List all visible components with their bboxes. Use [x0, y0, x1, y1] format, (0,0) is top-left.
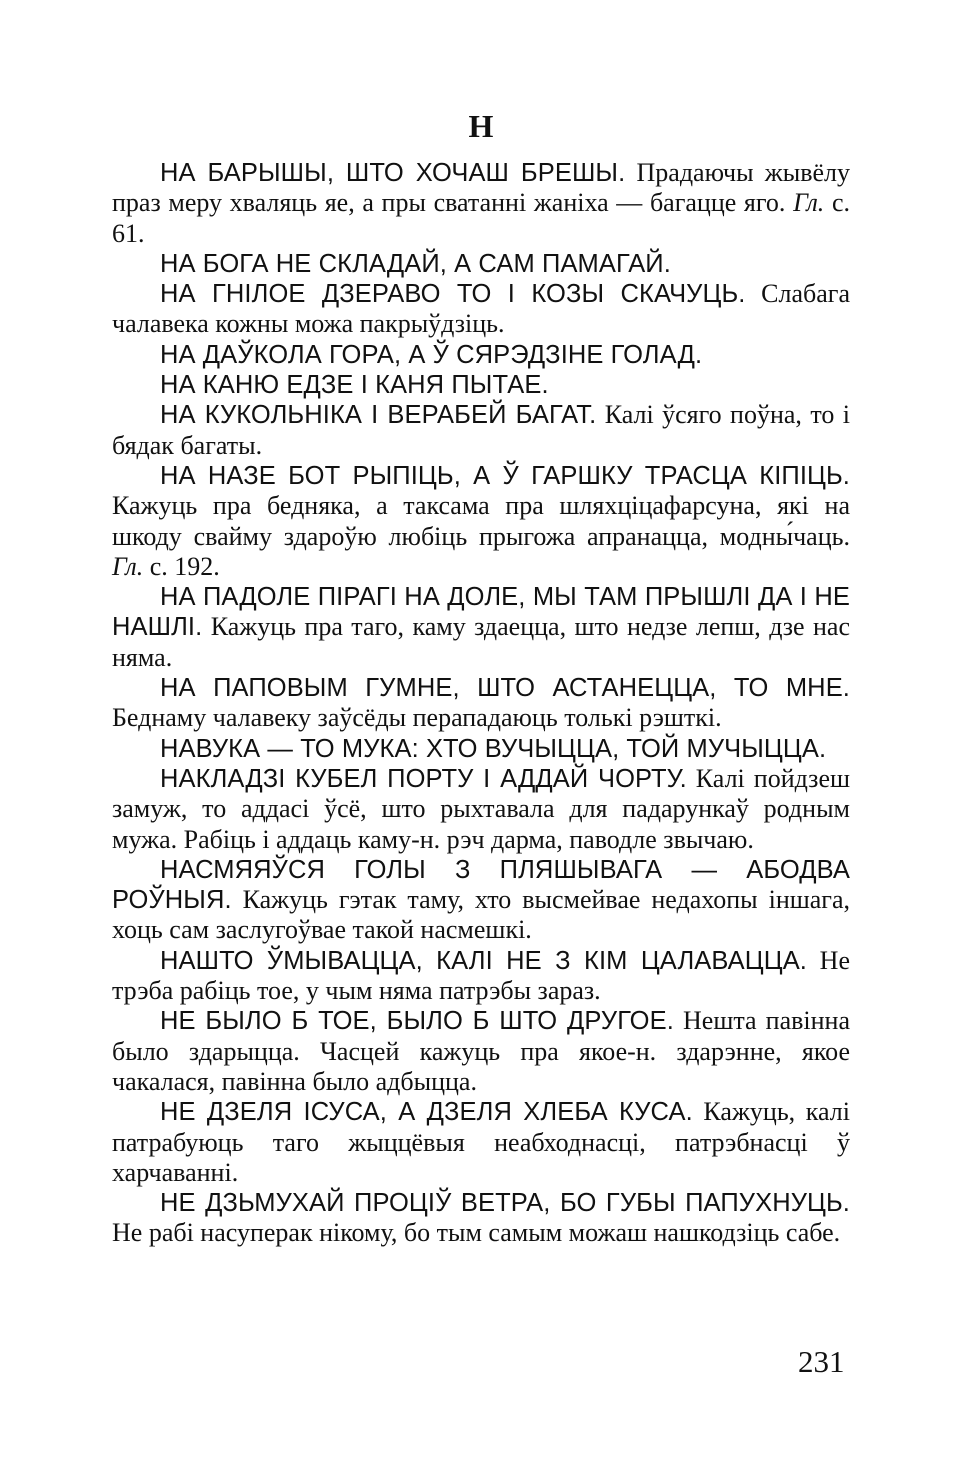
- proverb-entry: [112, 279, 850, 340]
- proverb-definition: Кажуць гэтак таму, хто высмейвае недахопы іншага, хоць сам заслугоўвае такой насмешкі.: [112, 885, 850, 945]
- proverb-entry: [112, 1188, 850, 1249]
- source-abbreviation: Гл.: [793, 188, 825, 218]
- proverb-headword: НЕ БЫЛО Б ТОЕ, БЫЛО Б ШТО ДРУГОЕ.: [160, 1007, 674, 1036]
- source-reference: с. 192.: [143, 551, 220, 581]
- proverb-headword: НАВУКА — ТО МУКА: ХТО ВУЧЫЦЦА, ТОЙ МУЧЫЦЦА.: [160, 734, 827, 763]
- proverb-headword: НА НАЗЕ БОТ РЫПІЦЬ, А Ў ГАРШКУ ТРАСЦА КІПІЦЬ.: [160, 461, 850, 490]
- proverb-headword: НА БАРЫШЫ, ШТО ХОЧАШ БРЕШЫ.: [160, 159, 626, 187]
- proverb-entry: [112, 1006, 850, 1097]
- proverb-entry: [112, 400, 850, 461]
- proverb-headword: НАШТО ЎМЫВАЦЦА, КАЛІ НЕ З КІМ ЦАЛАВАЦЦА.: [160, 946, 807, 975]
- proverb-definition: Не трэба рабіць тое, у чым няма патрэбы зараз.: [112, 945, 850, 1006]
- proverb-entry: [112, 855, 850, 946]
- proverb-definition: Кажуць, калі патрабуюць таго жыццёвыя неабходнасці, патрэбнасці ў харчаванні.: [112, 1097, 850, 1187]
- proverb-definition: Кажуць пра бедняка, а таксама пра шляхціцафарсуна, які на шкоду свайму здароўю любіць прыгожа апранацца, модны́чаць.: [112, 491, 850, 551]
- proverb-headword: НАСМЯЯЎСЯ ГОЛЫ З ПЛЯШЫВАГА — АБОДВА РОЎНЫЯ.: [112, 855, 850, 915]
- section-letter-heading: Н: [468, 108, 494, 144]
- proverb-entry: [112, 946, 850, 1007]
- proverb-headword: НЕ ДЗЬМУХАЙ ПРОЦІЎ ВЕТРА, БО ГУБЫ ПАПУХНУЦЬ.: [160, 1189, 850, 1218]
- proverb-entry: [112, 158, 850, 249]
- proverb-entry: [112, 370, 850, 400]
- proverb-list: [112, 158, 850, 1249]
- proverb-definition: Не рабі насуперак нікому, бо тым самым можаш нашкодзіць сабе.: [112, 1218, 841, 1248]
- proverb-headword: НА КАНЮ ЕДЗЕ І КАНЯ ПЫТАЕ.: [160, 371, 549, 400]
- proverb-definition: Нешта павінна было здарыцца. Часцей кажуць пра якое-н. здарэнне, якое чакалася, павінна было адбыцца.: [112, 1006, 850, 1096]
- source-reference: с. 61.: [112, 188, 850, 248]
- proverb-headword: НА ГНІЛОЕ ДЗЕРАВО ТО І КОЗЫ СКАЧУЦЬ.: [160, 280, 746, 309]
- proverb-definition: Беднаму чалавеку заўсёды перападаюць толькі рэшткі.: [112, 703, 722, 733]
- proverb-entry: [112, 734, 850, 764]
- proverb-headword: НЕ ДЗЕЛЯ ІСУСА, А ДЗЕЛЯ ХЛЕБА КУСА.: [160, 1098, 693, 1127]
- proverb-headword: НА БОГА НЕ СКЛАДАЙ, А САМ ПАМАГАЙ.: [160, 249, 671, 278]
- proverb-definition: Слабага чалавека кожны можа пакрыўдзіць.: [112, 279, 850, 339]
- proverb-definition: Калі ўсяго поўна, то і бядак багаты.: [112, 400, 850, 460]
- proverb-entry: [112, 340, 850, 370]
- proverb-definition: Кажуць пра таго, каму здаецца, што недзе лепш, дзе нас няма.: [112, 612, 850, 672]
- proverb-definition: Калі пойдзеш замуж, то аддасі ўсё, што рыхтавала для падарункаў родным мужа. Рабіць і аддаць каму-н. рэч дарма, паводле звычаю.: [112, 763, 851, 854]
- proverb-entry: [112, 1097, 850, 1188]
- source-abbreviation: Гл.: [112, 551, 144, 581]
- proverb-entry: [112, 673, 850, 734]
- proverb-headword: НАКЛАДЗІ КУБЕЛ ПОРТУ І АДДАЙ ЧОРТУ.: [160, 764, 687, 793]
- proverb-definition: Прадаючы жывёлу праз меру хваляць яе, а пры сватанні жаніха — багацце яго.: [112, 158, 850, 218]
- proverb-headword: НА КУКОЛЬНІКА І ВЕРАБЕЙ БАГАТ.: [160, 401, 597, 430]
- book-page: [112, 0, 850, 1477]
- proverb-entry: [112, 461, 850, 582]
- proverb-headword: НА ПАПОВЫМ ГУМНЕ, ШТО АСТАНЕЦЦА, ТО МНЕ.: [160, 674, 850, 703]
- proverb-entry: [112, 764, 850, 855]
- proverb-entry: [112, 249, 850, 279]
- proverb-entry: [112, 582, 850, 673]
- page-number: 231: [798, 1344, 845, 1379]
- proverb-headword: НА ДАЎКОЛА ГОРА, А Ў СЯРЭДЗІНЕ ГОЛАД.: [160, 340, 703, 369]
- proverb-headword: НА ПАДОЛЕ ПІРАГІ НА ДОЛЕ, МЫ ТАМ ПРЫШЛІ ДА І НЕ НАШЛІ.: [112, 583, 850, 642]
